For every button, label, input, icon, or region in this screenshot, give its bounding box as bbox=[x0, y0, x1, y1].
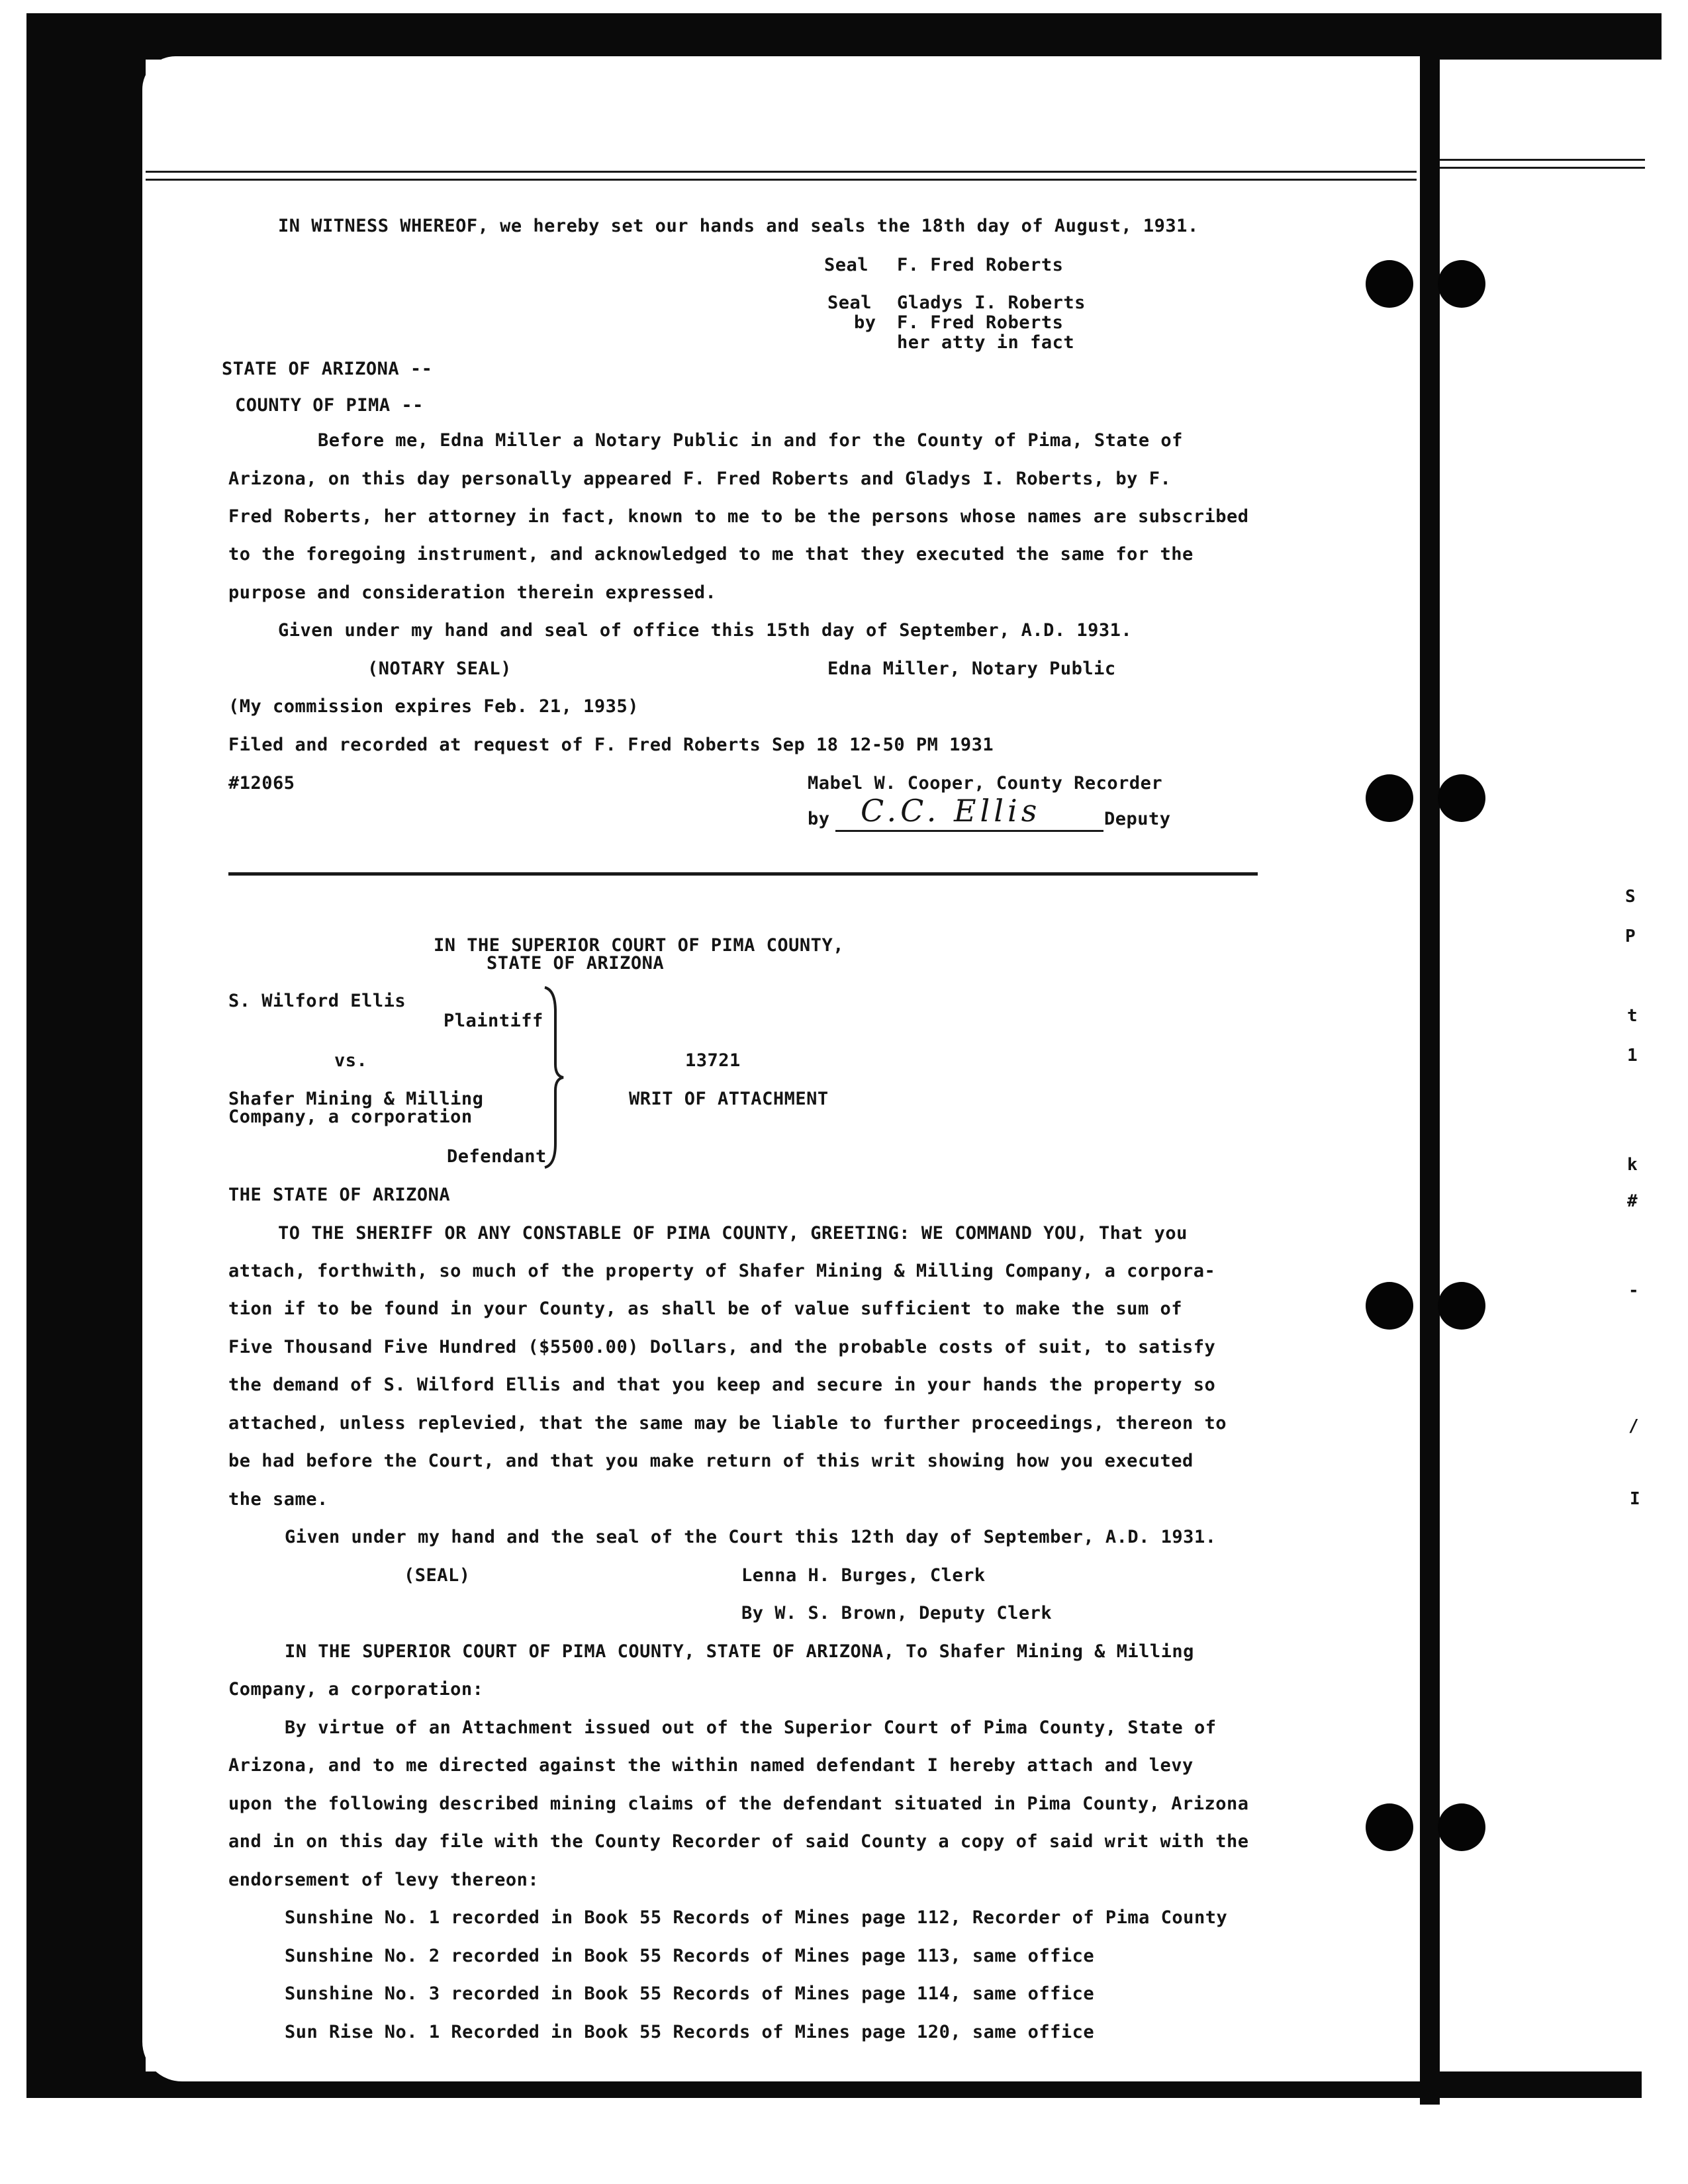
punch-hole bbox=[1438, 1803, 1485, 1851]
adjacent-page-fragment: # bbox=[1627, 1191, 1638, 1211]
punch-hole bbox=[1366, 774, 1413, 822]
punch-hole bbox=[1438, 260, 1485, 308]
defendant-name: Company, a corporation bbox=[228, 1107, 473, 1127]
writ-body-line: TO THE SHERIFF OR ANY CONSTABLE OF PIMA COUNTY, GREETING: WE COMMAND YOU, That you bbox=[278, 1223, 1188, 1244]
adjacent-page-fragment: S bbox=[1625, 887, 1636, 907]
notary-seal: (NOTARY SEAL) bbox=[367, 659, 512, 679]
document-title: WRIT OF ATTACHMENT bbox=[629, 1089, 829, 1109]
notary-given-line: Given under my hand and seal of office this 15th day of September, A.D. 1931. bbox=[278, 620, 1133, 641]
punch-hole bbox=[1366, 1803, 1413, 1851]
mining-claim: Sunshine No. 3 recorded in Book 55 Records of Mines page 114, same office bbox=[285, 1983, 1095, 2004]
notary-body-line: Arizona, on this day personally appeared F. Fred Roberts and Gladys I. Roberts, by F. bbox=[228, 469, 1172, 489]
notary-body-line: Before me, Edna Miller a Notary Public in and for the County of Pima, State of bbox=[318, 430, 1183, 451]
header-rule bbox=[1440, 167, 1645, 169]
plaintiff-name: S. Wilford Ellis bbox=[228, 991, 406, 1011]
punch-hole bbox=[1438, 774, 1485, 822]
writ-body-line: be had before the Court, and that you make return of this writ showing how you executed bbox=[228, 1451, 1194, 1471]
notary-body-line: to the foregoing instrument, and acknowledged to me that they executed the same for the bbox=[228, 544, 1194, 565]
writ-body-line: attached, unless replevied, that the same may be liable to further proceedings, thereon to bbox=[228, 1413, 1227, 1433]
attorney-name: F. Fred Roberts bbox=[897, 312, 1064, 333]
punch-hole bbox=[1438, 1282, 1485, 1330]
adjacent-page-fragment: k bbox=[1627, 1155, 1638, 1175]
writ-body-line: the same. bbox=[228, 1489, 328, 1510]
adjacent-page-fragment: t bbox=[1627, 1006, 1638, 1026]
writ-body-line: the demand of S. Wilford Ellis and that you keep and secure in your hands the property so bbox=[228, 1375, 1216, 1395]
mining-claim: Sunshine No. 1 recorded in Book 55 Records of Mines page 112, Recorder of Pima County bbox=[285, 1907, 1228, 1928]
mining-claim: Sunshine No. 2 recorded in Book 55 Records of Mines page 113, same office bbox=[285, 1946, 1095, 1966]
defendant-label: Defendant bbox=[447, 1146, 547, 1167]
signature-underline bbox=[835, 830, 1103, 832]
venue-county: COUNTY OF PIMA -- bbox=[235, 395, 424, 416]
levy-body-line: and in on this day file with the County Recorder of said County a copy of said writ with the bbox=[228, 1831, 1249, 1852]
notary-body-line: Fred Roberts, her attorney in fact, known to me to be the persons whose names are subscribed bbox=[228, 506, 1249, 527]
binding-spine bbox=[1420, 40, 1440, 2105]
adjacent-page-fragment: 1 bbox=[1627, 1046, 1638, 1066]
scan-border-left bbox=[26, 13, 146, 2098]
seal-label: Seal bbox=[827, 293, 872, 313]
signer-name: F. Fred Roberts bbox=[897, 255, 1064, 275]
venue-state: STATE OF ARIZONA -- bbox=[222, 359, 433, 379]
levy-body-line: upon the following described mining claims of the defendant situated in Pima County, Arizona bbox=[228, 1794, 1249, 1814]
deputy-signature: C.C. Ellis bbox=[861, 793, 1041, 829]
signer-name: Gladys I. Roberts bbox=[897, 293, 1086, 313]
court-given-line: Given under my hand and the seal of the Court this 12th day of September, A.D. 1931. bbox=[285, 1527, 1217, 1547]
clerk-name: Lenna H. Burges, Clerk bbox=[741, 1565, 986, 1586]
writ-body-line: Five Thousand Five Hundred ($5500.00) Dollars, and the probable costs of suit, to satisfy bbox=[228, 1337, 1216, 1357]
by-label: by bbox=[854, 312, 876, 333]
seal-label: Seal bbox=[824, 255, 869, 275]
adjacent-page-fragment: I bbox=[1630, 1489, 1640, 1509]
by-label: by bbox=[808, 809, 830, 829]
plaintiff-label: Plaintiff bbox=[444, 1011, 543, 1031]
court-heading: STATE OF ARIZONA bbox=[487, 953, 665, 974]
header-rule bbox=[146, 179, 1417, 181]
levy-intro-line: Company, a corporation: bbox=[228, 1679, 484, 1700]
defendant-name: Shafer Mining & Milling bbox=[228, 1089, 484, 1109]
section-divider bbox=[228, 872, 1258, 876]
notary-name: Edna Miller, Notary Public bbox=[827, 659, 1116, 679]
notary-body-line: purpose and consideration therein expressed. bbox=[228, 582, 717, 603]
county-recorder: Mabel W. Cooper, County Recorder bbox=[808, 773, 1163, 794]
levy-intro-line: IN THE SUPERIOR COURT OF PIMA COUNTY, STATE OF ARIZONA, To Shafer Mining & Milling bbox=[285, 1641, 1194, 1662]
attorney-role: her atty in fact bbox=[897, 332, 1075, 353]
mining-claim: Sun Rise No. 1 Recorded in Book 55 Records of Mines page 120, same office bbox=[285, 2022, 1095, 2042]
deputy-clerk-name: By W. S. Brown, Deputy Clerk bbox=[741, 1603, 1053, 1623]
header-rule bbox=[1440, 159, 1645, 161]
scan-border-top bbox=[26, 13, 1662, 60]
header-rule bbox=[146, 171, 1417, 173]
case-number: 13721 bbox=[685, 1050, 741, 1071]
versus-label: vs. bbox=[334, 1050, 368, 1071]
writ-body-line: attach, forthwith, so much of the property of Shafer Mining & Milling Company, a corpora- bbox=[228, 1261, 1216, 1281]
adjacent-page-fragment: / bbox=[1628, 1416, 1639, 1436]
filing-record: Filed and recorded at request of F. Fred Roberts Sep 18 12-50 PM 1931 bbox=[228, 735, 994, 755]
commission-expiry: (My commission expires Feb. 21, 1935) bbox=[228, 696, 639, 717]
levy-body-line: By virtue of an Attachment issued out of the Superior Court of Pima County, State of bbox=[285, 1717, 1217, 1738]
punch-hole bbox=[1366, 260, 1413, 308]
punch-hole bbox=[1366, 1282, 1413, 1330]
witness-line: IN WITNESS WHEREOF, we hereby set our hands and seals the 18th day of August, 1931. bbox=[278, 216, 1199, 236]
adjacent-page-fragment: - bbox=[1628, 1281, 1639, 1300]
scan-border-top-right bbox=[1440, 13, 1662, 53]
deputy-label: Deputy bbox=[1104, 809, 1171, 829]
levy-body-line: endorsement of levy thereon: bbox=[228, 1870, 539, 1890]
caption-brace bbox=[539, 985, 566, 1170]
court-heading: IN THE SUPERIOR COURT OF PIMA COUNTY, bbox=[434, 935, 844, 956]
levy-body-line: Arizona, and to me directed against the within named defendant I hereby attach and levy bbox=[228, 1755, 1194, 1776]
writ-body-line: tion if to be found in your County, as shall be of value sufficient to make the sum of bbox=[228, 1298, 1182, 1319]
document-number: #12065 bbox=[228, 773, 295, 794]
state-heading: THE STATE OF ARIZONA bbox=[228, 1185, 451, 1205]
adjacent-page-fragment: P bbox=[1625, 927, 1636, 946]
court-seal: (SEAL) bbox=[404, 1565, 471, 1586]
